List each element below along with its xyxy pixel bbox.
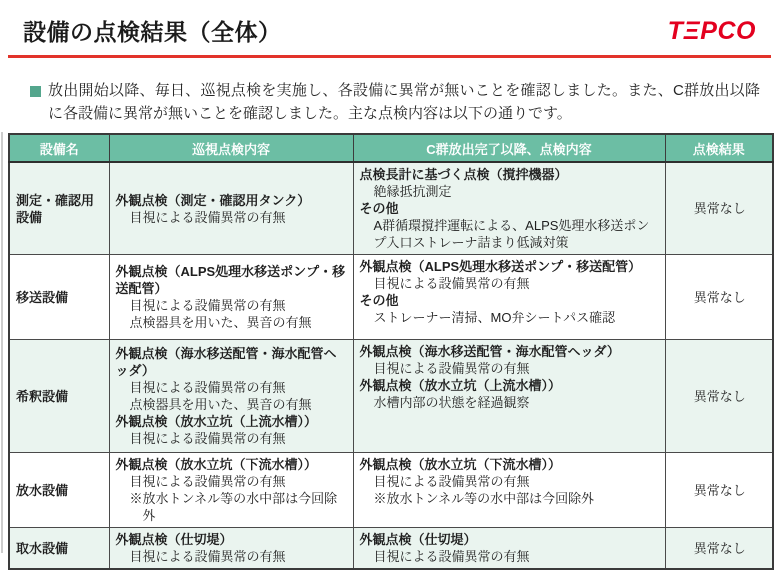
inspection-heading-line: その他	[359, 201, 399, 216]
inspection-detail-line: 目視による設備異常の有無	[129, 549, 286, 564]
intro-paragraph: 放出開始以降、毎日、巡視点検を実施し、各設備に異常が無いことを確認しました。また、C群放出以降に各設備に異常が無いことを確認しました。主な点検内容は以下の通りです。	[48, 82, 760, 122]
patrol-inspection-cell	[109, 528, 353, 570]
after-group-c-cell	[353, 528, 665, 570]
slide-edge-line	[1, 132, 3, 553]
result-cell: 異常なし	[665, 340, 773, 453]
inspection-detail-line: 点検器具を用いた、異音の有無	[129, 397, 312, 412]
table-row	[9, 255, 773, 340]
inspection-detail-line: 目視による設備異常の有無	[373, 549, 530, 564]
inspection-heading-line: 外観点検（仕切堤）	[115, 532, 233, 547]
inspection-heading-line: 外観点検（仕切堤）	[359, 532, 477, 547]
inspection-detail-line: 目視による設備異常の有無	[129, 209, 286, 225]
square-bullet-icon	[30, 86, 41, 97]
inspection-heading-line: 外観点検（海水移送配管・海水配管ヘッダ）	[359, 344, 620, 359]
inspection-detail-line: ストレーナー清掃、MO弁シートパス確認	[373, 310, 616, 325]
inspection-heading-line: 外観点検（放水立坑（下流水槽））	[115, 457, 318, 472]
equipment-name-cell: 放水設備	[9, 453, 109, 528]
patrol-inspection-cell	[109, 453, 353, 528]
header-after-group-c: C群放出完了以降、点検内容	[353, 134, 665, 162]
inspection-heading-line: 外観点検（海水移送配管・海水配管ヘッダ）	[115, 346, 337, 378]
inspection-detail-line: ※放水トンネル等の水中部は今回除外	[129, 491, 338, 523]
equipment-name-cell: 移送設備	[9, 255, 109, 340]
header-patrol-inspection: 巡視点検内容	[109, 134, 353, 162]
page-title: 設備の点検結果（全体）	[23, 19, 282, 45]
inspection-detail-line: ※放水トンネル等の水中部は今回除外	[373, 491, 595, 506]
inspection-detail-line: 目視による設備異常の有無	[373, 361, 530, 376]
inspection-heading-line: 外観点検（ALPS処理水移送ポンプ・移送配管）	[359, 259, 642, 274]
inspection-detail-line: 目視による設備異常の有無	[373, 474, 530, 489]
inspection-heading-line: 外観点検（放水立坑（上流水槽））	[359, 378, 562, 393]
table-row	[9, 528, 773, 570]
inspection-detail-line: A群循環撹拌運転による、ALPS処理水移送ポンプ入口ストレーナ詰まり低減対策	[373, 218, 650, 250]
after-group-c-cell	[353, 453, 665, 528]
inspection-heading-line: 外観点検（放水立坑（上流水槽））	[115, 414, 318, 429]
patrol-inspection-cell	[109, 340, 353, 453]
table-row	[9, 453, 773, 528]
equipment-name-cell: 測定・確認用設備	[9, 162, 109, 255]
table-row	[9, 340, 773, 453]
inspection-detail-line: 水槽内部の状態を経過観察	[373, 395, 530, 410]
result-cell: 異常なし	[665, 528, 773, 570]
after-group-c-cell	[353, 162, 665, 255]
result-cell: 異常なし	[665, 453, 773, 528]
inspection-heading-line: 点検長計に基づく点検（撹拌機器）	[359, 167, 568, 182]
header-result: 点検結果	[665, 134, 773, 162]
inspection-detail-line: 目視による設備異常の有無	[129, 380, 286, 395]
inspection-detail-line: 点検器具を用いた、異音の有無	[129, 315, 312, 330]
inspection-heading-line: 外観点検（ALPS処理水移送ポンプ・移送配管）	[115, 264, 346, 296]
patrol-inspection-cell	[109, 255, 353, 340]
inspection-detail-line: 目視による設備異常の有無	[129, 431, 286, 446]
inspection-table-body	[9, 162, 773, 569]
table-row	[9, 162, 773, 255]
tepco-logo: TΞPCO	[667, 17, 756, 45]
equipment-name-cell: 希釈設備	[9, 340, 109, 453]
after-group-c-cell	[353, 255, 665, 340]
inspection-heading-line: 外観点検（測定・確認用タンク）	[115, 192, 311, 208]
patrol-inspection-cell	[109, 162, 353, 255]
table-header-row	[9, 134, 773, 162]
equipment-name-cell: 取水設備	[9, 528, 109, 570]
title-underline	[8, 55, 771, 58]
result-cell: 異常なし	[665, 162, 773, 255]
inspection-detail-line: 目視による設備異常の有無	[129, 298, 286, 313]
inspection-heading-line: その他	[359, 293, 399, 308]
inspection-detail-line: 目視による設備異常の有無	[373, 276, 530, 291]
after-group-c-cell	[353, 340, 665, 453]
inspection-detail-line: 目視による設備異常の有無	[129, 474, 286, 489]
inspection-results-table	[8, 133, 774, 570]
inspection-detail-line: 絶縁抵抗測定	[373, 184, 452, 199]
header-equipment-name: 設備名	[9, 134, 109, 162]
inspection-heading-line: 外観点検（放水立坑（下流水槽））	[359, 457, 562, 472]
result-cell: 異常なし	[665, 255, 773, 340]
